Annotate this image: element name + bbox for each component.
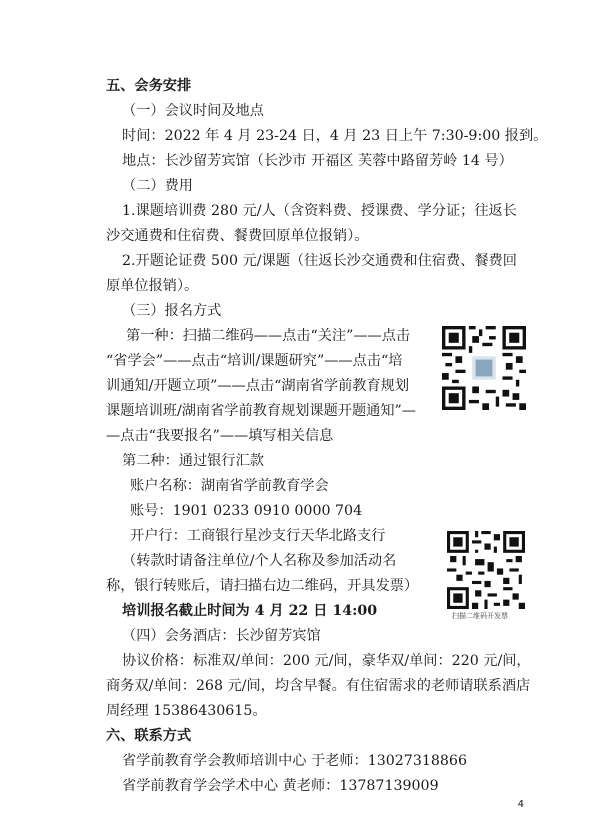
invoice-qr-code[interactable] — [447, 531, 525, 609]
meeting-time: 时间：2022 年 4 月 23-24 日，4 月 23 日上午 7:30-9:00 报到。 — [122, 128, 548, 144]
bank-account-name: 账户名称：湖南省学前教育学会 — [130, 478, 329, 494]
contact-academic-center: 省学前教育学会学术中心 黄老师：13787139009 — [122, 778, 439, 794]
fee-2-line-2: 原单位报销）。 — [106, 278, 199, 294]
section-6-title: 六、联系方式 — [106, 728, 192, 744]
registration-way-2: 第二种：通过银行汇款 — [122, 453, 264, 469]
contact-teacher-training: 省学前教育学会教师培训中心 于老师：13027318866 — [122, 753, 467, 769]
subsection-heading-registration: （三）报名方式 — [122, 303, 222, 319]
hotel-price-line-2: 商务双/单间：268 元/间，均含早餐。有住宿需求的老师请联系酒店 — [106, 678, 531, 694]
subsection-heading-hotel: （四）会务酒店：长沙留芳宾馆 — [122, 628, 321, 644]
wechat-qr-code[interactable] — [442, 326, 526, 410]
registration-way-1-line-1: 第一种：扫描二维码——点击“关注”——点击 — [126, 328, 411, 344]
section-5-title: 五、会务安排 — [106, 78, 192, 94]
fee-1-line-1: 1.课题培训费 280 元/人（含资料费、授课费、学分证；往返长 — [122, 203, 517, 219]
subsection-heading-time-place: （一）会议时间及地点 — [122, 103, 264, 119]
fee-2-line-1: 2.开题论证费 500 元/课题（往返长沙交通费和住宿费、餐费回 — [122, 253, 517, 269]
subsection-heading-fees: （二）费用 — [122, 178, 193, 194]
invoice-qr-caption: 扫描二维码开发票 — [452, 612, 508, 620]
registration-way-1-line-4: 课题培训班/湖南省学前教育规划课题开题通知”— — [106, 403, 416, 419]
registration-way-1-line-5: —点击“我要报名”——填写相关信息 — [106, 428, 334, 444]
transfer-note-line-2: 称，银行转账后，请扫描右边二维码，开具发票） — [106, 578, 419, 594]
hotel-price-line-1: 协议价格：标准双/单间：200 元/间，豪华双/单间：220 元/间， — [122, 653, 531, 669]
registration-deadline: 培训报名截止时间为 4 月 22 日 14:00 — [122, 603, 378, 619]
hotel-price-line-3: 周经理 15386430615。 — [106, 703, 267, 719]
page-number: 4 — [517, 799, 524, 810]
transfer-note-line-1: （转款时请备注单位/个人名称及参加活动名 — [122, 553, 397, 569]
fee-1-line-2: 沙交通费和住宿费、餐费回原单位报销）。 — [106, 228, 369, 244]
bank-account-number: 账号：1901 0233 0910 0000 704 — [130, 503, 363, 519]
meeting-place: 地点：长沙留芳宾馆（长沙市 开福区 芙蓉中路留芳岭 14 号） — [122, 153, 513, 169]
registration-way-1-line-3: 训通知/开题立项”——点击“湖南省学前教育规划 — [106, 378, 410, 394]
registration-way-1-line-2: “省学会”——点击“培训/课题研究”——点击“培 — [106, 353, 403, 369]
bank-branch: 开户行：工商银行星沙支行天华北路支行 — [130, 528, 386, 544]
